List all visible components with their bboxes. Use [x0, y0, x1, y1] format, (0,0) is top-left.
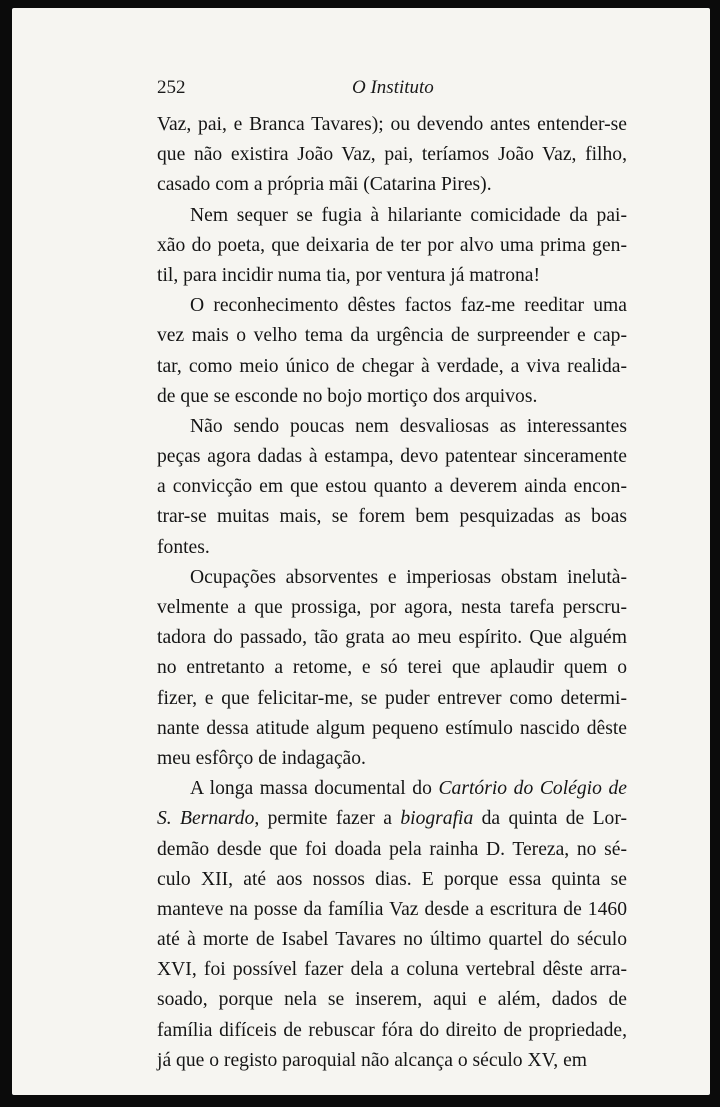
- text-line: até à morte de Isabel Tavares no último quartel do século: [157, 929, 627, 951]
- body-text: [157, 110, 627, 1076]
- text-line: meu esfôrço de indagação.: [157, 747, 366, 769]
- text-line: O reconhecimento dêstes factos faz-me reeditar uma: [190, 295, 627, 317]
- text-line: A longa massa documental do Cartório do Colégio de: [190, 778, 627, 800]
- paragraph: [157, 291, 627, 412]
- text-line: casado com a própria mãi (Catarina Pires).: [157, 174, 492, 196]
- text-line: tar, como meio único de chegar à verdade, a viva realida-: [157, 355, 627, 377]
- page-header: [157, 77, 627, 103]
- text-line: manteve na posse da família Vaz desde a escritura de 1460: [157, 898, 627, 920]
- text-line: já que o registo paroquial não alcança o século XV, em: [157, 1049, 588, 1071]
- page-number: 252: [157, 77, 186, 98]
- text-line: que não existira João Vaz, pai, teríamos João Vaz, filho,: [157, 144, 627, 166]
- text-line: demão desde que foi doada pela rainha D. Tereza, no sé-: [157, 838, 627, 860]
- text-line: S. Bernardo, permite fazer a biografia da quinta de Lor-: [157, 808, 627, 830]
- text-line: til, para incidir numa tia, por ventura já matrona!: [157, 264, 541, 286]
- text-line: XVI, foi possível fazer dela a coluna vertebral dêste arra-: [157, 959, 627, 981]
- text-line: trar-se muitas mais, se forem bem pesquizadas as boas: [157, 506, 627, 528]
- text-line: Vaz, pai, e Branca Tavares); ou devendo antes entender-se: [157, 114, 627, 135]
- text-line: xão do poeta, que deixaria de ter por alvo uma prima gen-: [157, 234, 627, 256]
- paragraph: [157, 110, 627, 201]
- text-line: culo XII, até aos nossos dias. E porque essa quinta se: [157, 868, 627, 890]
- text-line: de que se esconde no bojo mortiço dos arquivos.: [157, 385, 538, 407]
- running-title: O Instituto: [352, 77, 434, 98]
- text-line: família difíceis de rebuscar fóra do direito de propriedade,: [157, 1019, 627, 1041]
- paragraph: [157, 201, 627, 292]
- text-line: fontes.: [157, 536, 210, 558]
- text-line: tadora do passado, tão grata ao meu espírito. Que alguém: [157, 627, 627, 649]
- text-line: velmente a que prossiga, por agora, nesta tarefa perscru-: [157, 597, 627, 618]
- text-line: Não sendo poucas nem desvaliosas as interessantes: [190, 415, 627, 437]
- text-line: fizer, e que felicitar-me, se puder entrever como determi-: [157, 687, 627, 709]
- text-line: a convicção em que estou quanto a deverem ainda encon-: [157, 476, 627, 498]
- text-line: no entretanto a retome, e só terei que aplaudir quem o: [157, 657, 627, 679]
- text-line: Nem sequer se fugia à hilariante comicidade da pai-: [190, 204, 627, 226]
- paragraph: [157, 563, 627, 774]
- text-line: Ocupações absorventes e imperiosas obstam inelutà-: [190, 566, 627, 588]
- text-line: nante dessa atitude algum pequeno estímulo nascido dêste: [157, 717, 627, 739]
- paragraph: [157, 774, 627, 1076]
- text-line: vez mais o velho tema da urgência de surpreender e cap-: [157, 325, 627, 347]
- paragraph: [157, 412, 627, 563]
- text-line: soado, porque nela se inserem, aqui e além, dados de: [157, 989, 627, 1011]
- text-line: peças agora dadas à estampa, devo patentear sinceramente: [157, 446, 627, 468]
